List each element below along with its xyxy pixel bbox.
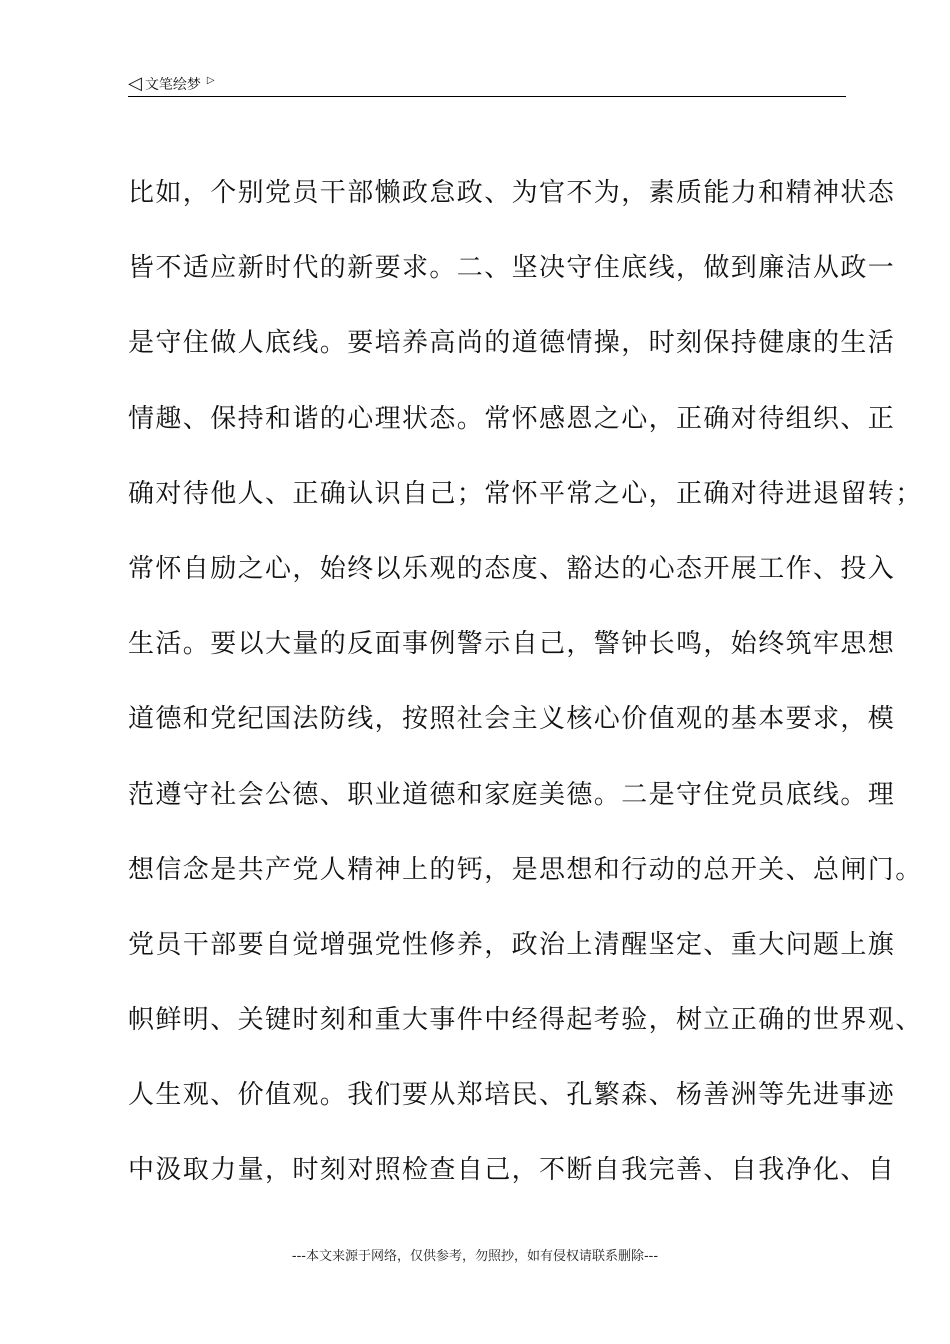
text-line: 比如，个别党员干部懒政怠政、为官不为，素质能力和精神状态: [128, 178, 896, 208]
text-line: 人生观、价值观。我们要从郑培民、孔繁森、杨善洲等先进事迹: [128, 1080, 896, 1111]
document-body: [128, 172, 923, 1225]
text-line: 确对待他人、正确认识自己；常怀平常之心，正确对待进退留转；: [128, 478, 923, 509]
text-line: 帜鲜明、关键时刻和重大事件中经得起考验，树立正确的世界观、: [128, 1005, 923, 1036]
header-title: 文笔绘梦: [144, 77, 201, 93]
text-line: 情趣、保持和谐的心理状态。常怀感恩之心，正确对待组织、正: [128, 403, 896, 434]
text-line: 常怀自励之心，始终以乐观的态度、豁达的心态开展工作、投入: [128, 553, 896, 584]
text-line: 皆不适应新时代的新要求。二、坚决守住底线，做到廉洁从政一: [128, 253, 896, 284]
text-line: 道德和党纪国法防线，按照社会主义核心价值观的基本要求，模: [128, 704, 896, 735]
page-header: [128, 72, 846, 96]
text-line: 党员干部要自觉增强党性修养，政治上清醒坚定、重大问题上旗: [128, 929, 896, 960]
text-line: 生活。要以大量的反面事例警示自己，警钟长鸣，始终筑牢思想: [128, 629, 896, 660]
footer-disclaimer: ---本文来源于网络，仅供参考，勿照抄，如有侵权请联系删除---: [291, 1249, 659, 1264]
text-line: 是守住做人底线。要培养高尚的道德情操，时刻保持健康的生活: [128, 328, 896, 359]
text-line: 想信念是共产党人精神上的钙，是思想和行动的总开关、总闸门。: [128, 854, 923, 885]
header-divider: [128, 96, 846, 97]
text-line: 范遵守社会公德、职业道德和家庭美德。二是守住党员底线。理: [128, 779, 896, 810]
left-triangle-icon: ◁: [128, 73, 142, 94]
right-triangle-icon: ▷: [206, 74, 215, 86]
text-line: 中汲取力量，时刻对照检查自己，不断自我完善、自我净化、自: [128, 1155, 896, 1186]
